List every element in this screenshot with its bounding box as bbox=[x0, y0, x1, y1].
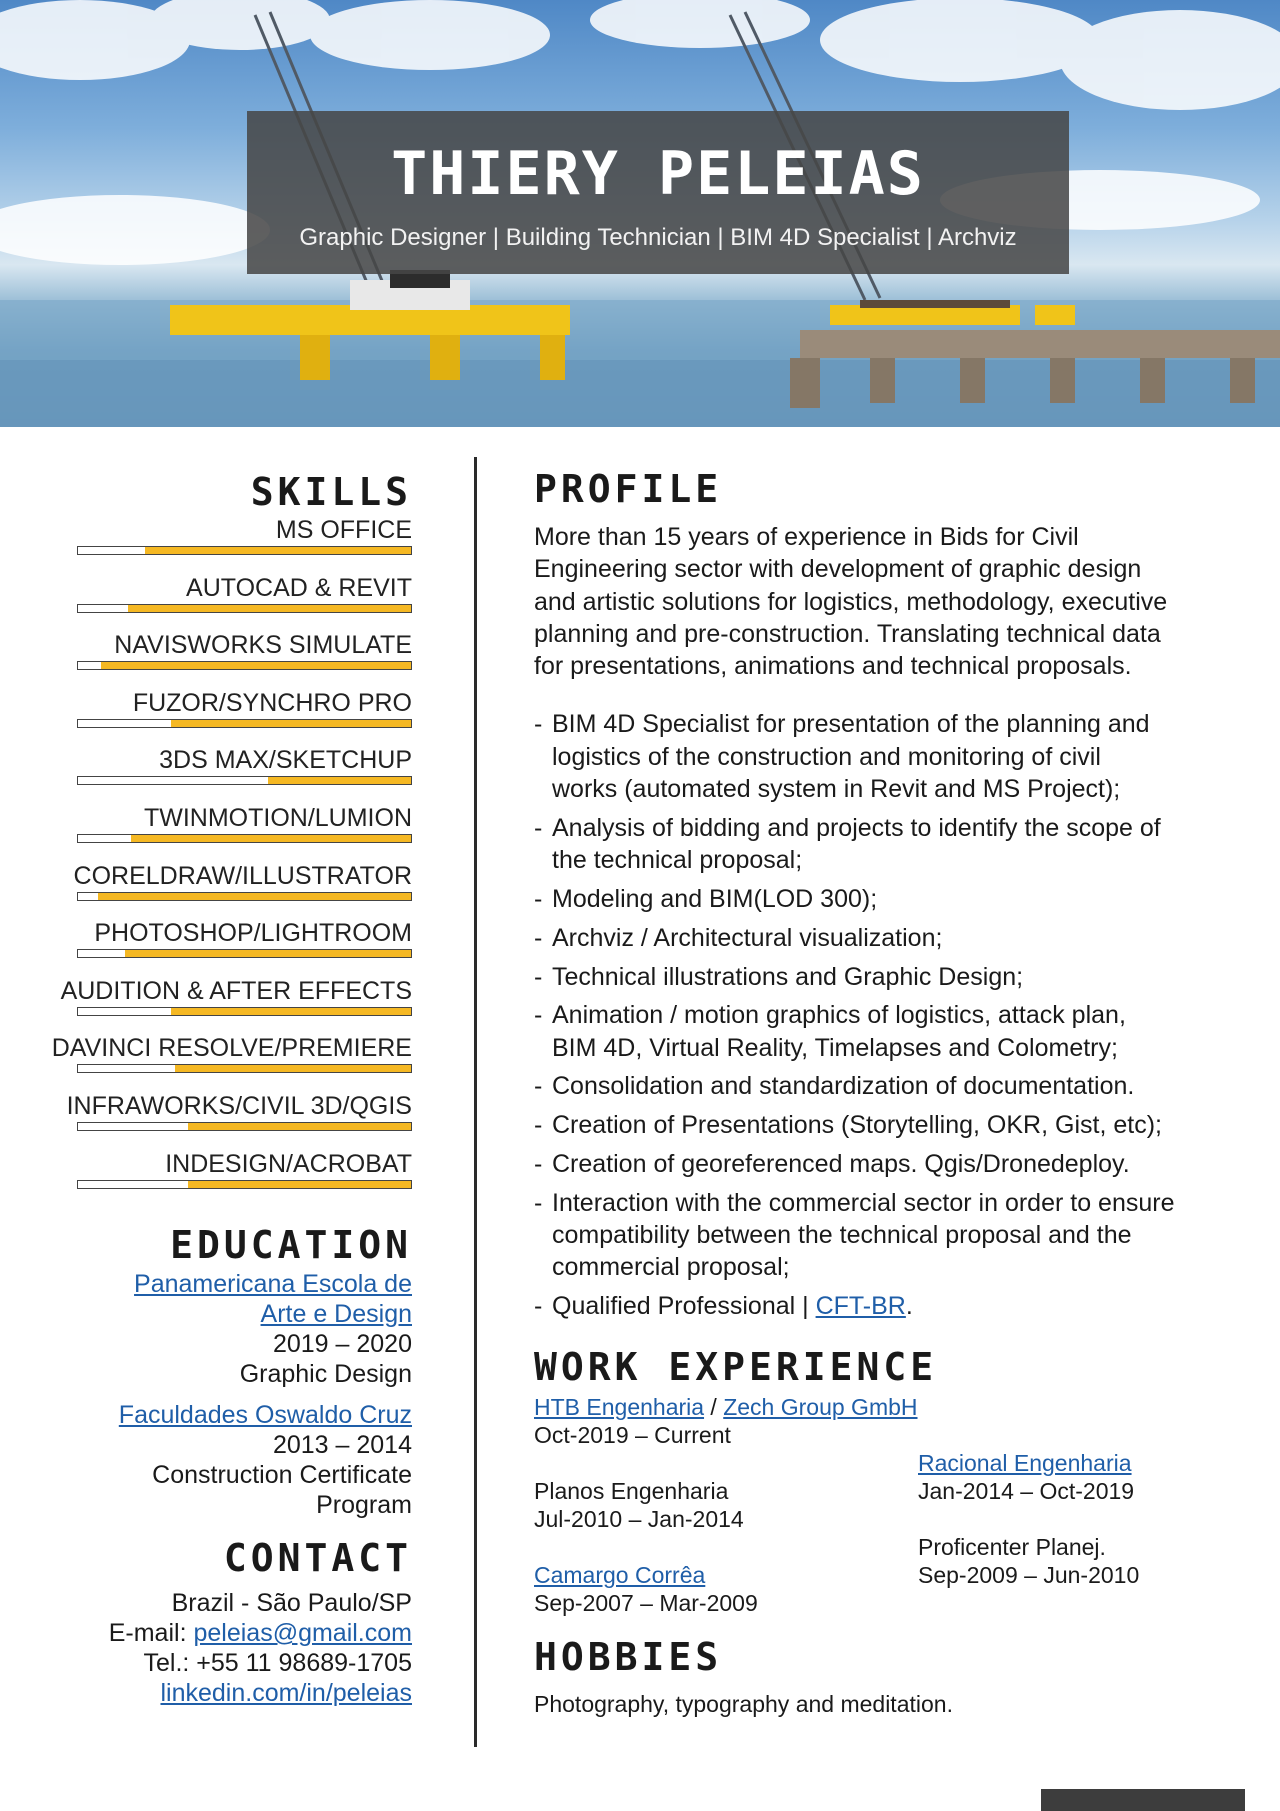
bullet-item bbox=[534, 1109, 1224, 1141]
education-entry bbox=[60, 1400, 412, 1520]
job-entry bbox=[918, 1533, 1139, 1589]
profile-bullets-last bbox=[534, 1290, 1224, 1322]
right-column bbox=[534, 467, 1224, 1718]
cft-br-link[interactable]: CFT-BR bbox=[815, 1292, 906, 1321]
work-experience-list bbox=[534, 1389, 1224, 1625]
skill-label: AUTOCAD & REVIT bbox=[186, 573, 412, 602]
skill-level-bar bbox=[77, 776, 412, 785]
skill-level-fill bbox=[175, 1065, 411, 1072]
email-link[interactable]: peleias@gmail.com bbox=[193, 1619, 412, 1648]
job-entry bbox=[534, 1477, 744, 1533]
candidate-name: THIERY PELEIAS bbox=[391, 139, 925, 209]
bullet-item bbox=[534, 812, 1224, 877]
email-label: E-mail: bbox=[108, 1619, 194, 1648]
skill-label: FUZOR/SYNCHRO PRO bbox=[132, 688, 412, 717]
skill-row bbox=[60, 746, 412, 804]
skill-level-bar bbox=[77, 892, 412, 901]
company-name: Planos Engenharia bbox=[534, 1477, 729, 1504]
education-years: 2013 – 2014 bbox=[272, 1431, 412, 1460]
contact-block bbox=[60, 1588, 412, 1708]
job-dates: Jan-2014 – Oct-2019 bbox=[918, 1477, 1135, 1504]
skill-row bbox=[60, 1150, 412, 1208]
skill-label: INDESIGN/ACROBAT bbox=[165, 1149, 412, 1178]
school-link[interactable]: Faculdades Oswaldo Cruz bbox=[118, 1401, 412, 1430]
bullet-line: Interaction with the commercial sector in order to ensure bbox=[552, 1188, 1175, 1217]
contact-location: Brazil - São Paulo/SP bbox=[171, 1589, 412, 1618]
skill-level-bar bbox=[77, 661, 412, 670]
skill-label: AUDITION & AFTER EFFECTS bbox=[60, 976, 412, 1005]
company-separator: / bbox=[704, 1393, 724, 1420]
skill-row bbox=[60, 574, 412, 632]
column-divider bbox=[474, 457, 477, 1747]
skill-level-fill bbox=[171, 720, 411, 727]
skills-heading: SKILLS bbox=[250, 470, 412, 514]
skill-level-bar bbox=[77, 834, 412, 843]
skill-level-fill bbox=[145, 547, 411, 554]
bullet-line: commercial proposal; bbox=[552, 1253, 790, 1282]
school-link[interactable]: Arte e Design bbox=[260, 1300, 412, 1329]
skill-label: NAVISWORKS SIMULATE bbox=[114, 631, 412, 660]
profile-line: and artistic solutions for logistics, methodology, executive bbox=[534, 587, 1168, 616]
skill-level-fill bbox=[188, 1123, 411, 1130]
skill-row bbox=[60, 689, 412, 747]
bullet-item bbox=[534, 1070, 1224, 1102]
skill-label: INFRAWORKS/CIVIL 3D/QGIS bbox=[66, 1091, 412, 1120]
skill-row bbox=[51, 1034, 412, 1092]
bullet-line: Archviz / Architectural visualization; bbox=[552, 923, 943, 952]
company-link[interactable]: Racional Engenharia bbox=[918, 1449, 1132, 1476]
work-experience-heading: WORK EXPERIENCE bbox=[534, 1344, 938, 1389]
bullet-line: Creation of georeferenced maps. Qgis/Dronedeploy. bbox=[552, 1150, 1130, 1179]
bullet-line: BIM 4D Specialist for presentation of the planning and bbox=[552, 710, 1150, 739]
skill-level-fill bbox=[98, 893, 411, 900]
education-course: Graphic Design bbox=[239, 1360, 412, 1389]
bullet-dash: - bbox=[534, 1150, 543, 1179]
bullet-suffix: . bbox=[905, 1292, 913, 1321]
bullet-dash: - bbox=[534, 710, 543, 739]
linkedin-link[interactable]: linkedin.com/in/peleias bbox=[160, 1679, 412, 1708]
skill-level-bar bbox=[77, 1007, 412, 1016]
company-name: Proficenter Planej. bbox=[918, 1533, 1106, 1560]
bullet-line: logistics of the construction and monitoring of civil bbox=[552, 742, 1101, 771]
company-link[interactable]: Camargo Corrêa bbox=[534, 1561, 706, 1588]
bullet-item bbox=[534, 961, 1224, 993]
contact-phone: Tel.: +55 11 98689-1705 bbox=[143, 1649, 412, 1678]
hobbies-heading: HOBBIES bbox=[534, 1634, 723, 1679]
job-dates: Sep-2009 – Jun-2010 bbox=[918, 1561, 1140, 1588]
bullet-line: works (automated system in Revit and MS Project); bbox=[552, 775, 1121, 804]
skill-level-bar bbox=[77, 1064, 412, 1073]
job-entry bbox=[918, 1449, 1134, 1505]
company-link[interactable]: Zech Group GmbH bbox=[723, 1393, 918, 1420]
education-course: Program bbox=[316, 1491, 412, 1520]
skill-label: MS OFFICE bbox=[275, 516, 412, 544]
profile-heading: PROFILE bbox=[534, 467, 723, 511]
bullet-dash: - bbox=[534, 1292, 543, 1321]
job-entry bbox=[534, 1561, 758, 1617]
skill-label: CORELDRAW/ILLUSTRATOR bbox=[73, 861, 412, 890]
bullet-text: Qualified Professional | bbox=[552, 1292, 816, 1321]
skill-row bbox=[60, 977, 412, 1035]
bullet-item bbox=[534, 708, 1224, 805]
profile-line: More than 15 years of experience in Bids for Civil bbox=[534, 523, 1079, 551]
bullet-line: Animation / motion graphics of logistics, attack plan, bbox=[552, 1001, 1126, 1030]
bullet-dash: - bbox=[534, 962, 543, 991]
skill-level-bar bbox=[77, 1122, 412, 1131]
skill-label: DAVINCI RESOLVE/PREMIERE bbox=[51, 1034, 412, 1063]
skill-label: PHOTOSHOP/LIGHTROOM bbox=[94, 919, 412, 948]
skill-row bbox=[60, 1092, 412, 1150]
profile-line: Engineering sector with development of graphic design bbox=[534, 555, 1142, 584]
header-banner bbox=[0, 0, 1280, 427]
candidate-subtitle: Graphic Designer | Building Technician | BIM 4D Specialist | Archviz bbox=[299, 224, 1017, 251]
bullet-line: Modeling and BIM(LOD 300); bbox=[552, 884, 878, 913]
contact-heading: CONTACT bbox=[223, 1536, 412, 1581]
bullet-item bbox=[534, 1290, 1224, 1322]
education-entry bbox=[60, 1269, 412, 1389]
skill-level-fill bbox=[128, 605, 411, 612]
skill-level-bar bbox=[77, 719, 412, 728]
education-course: Construction Certificate bbox=[152, 1461, 412, 1490]
profile-line: planning and pre-construction. Translating technical data bbox=[534, 619, 1161, 648]
bullet-dash: - bbox=[534, 1001, 543, 1030]
company-link[interactable]: HTB Engenharia bbox=[534, 1393, 705, 1420]
skill-level-fill bbox=[125, 950, 411, 957]
skill-level-fill bbox=[101, 662, 411, 669]
skill-level-fill bbox=[171, 1008, 411, 1015]
bullet-dash: - bbox=[534, 1188, 543, 1217]
job-entry bbox=[534, 1393, 918, 1449]
skill-row bbox=[60, 862, 412, 920]
bullet-line: compatibility between the technical proposal and the bbox=[552, 1221, 1132, 1250]
skill-level-fill bbox=[188, 1181, 411, 1188]
bullet-item bbox=[534, 1187, 1224, 1284]
hobbies-text: Photography, typography and meditation. bbox=[534, 1690, 953, 1717]
bullet-line: BIM 4D, Virtual Reality, Timelapses and Colometry; bbox=[552, 1033, 1118, 1062]
title-box bbox=[247, 111, 1069, 274]
skills-list bbox=[51, 516, 412, 1207]
bullet-dash: - bbox=[534, 813, 543, 842]
skill-row bbox=[60, 631, 412, 689]
bullet-dash: - bbox=[534, 1111, 543, 1140]
bullet-item bbox=[534, 1148, 1224, 1180]
job-dates: Sep-2007 – Mar-2009 bbox=[534, 1589, 758, 1616]
bullet-item bbox=[534, 922, 1224, 954]
skill-level-bar bbox=[77, 546, 412, 555]
bullet-line: Creation of Presentations (Storytelling, OKR, Gist, etc); bbox=[552, 1111, 1162, 1140]
bullet-line: Analysis of bidding and projects to identify the scope of bbox=[552, 813, 1161, 842]
left-column bbox=[51, 470, 412, 1708]
bullet-line: Consolidation and standardization of documentation. bbox=[552, 1072, 1135, 1101]
education-heading: EDUCATION bbox=[170, 1223, 412, 1268]
skill-level-fill bbox=[131, 835, 411, 842]
profile-summary bbox=[534, 521, 1224, 682]
skill-row bbox=[60, 516, 412, 574]
job-dates: Jul-2010 – Jan-2014 bbox=[534, 1505, 744, 1532]
education-years: 2019 – 2020 bbox=[272, 1330, 412, 1359]
skill-row bbox=[60, 919, 412, 977]
corner-decoration bbox=[1041, 1789, 1245, 1811]
school-link[interactable]: Panamericana Escola de bbox=[134, 1270, 412, 1299]
skill-label: TWINMOTION/LUMION bbox=[143, 803, 412, 832]
bullet-dash: - bbox=[534, 923, 543, 952]
bullet-line: the technical proposal; bbox=[552, 846, 803, 875]
profile-bullets bbox=[534, 708, 1224, 1283]
bullet-item bbox=[534, 883, 1224, 915]
bullet-dash: - bbox=[534, 1072, 543, 1101]
bullet-item bbox=[534, 999, 1224, 1064]
bullet-dash: - bbox=[534, 884, 543, 913]
skill-level-bar bbox=[77, 604, 412, 613]
skill-level-fill bbox=[268, 777, 411, 784]
skill-label: 3DS MAX/SKETCHUP bbox=[159, 746, 412, 775]
job-dates: Oct-2019 – Current bbox=[534, 1421, 731, 1448]
profile-line: for presentations, animations and technical proposals. bbox=[534, 652, 1132, 681]
skill-level-bar bbox=[77, 1180, 412, 1189]
bullet-line: Technical illustrations and Graphic Design; bbox=[552, 962, 1024, 991]
skill-row bbox=[60, 804, 412, 862]
skill-level-bar bbox=[77, 949, 412, 958]
